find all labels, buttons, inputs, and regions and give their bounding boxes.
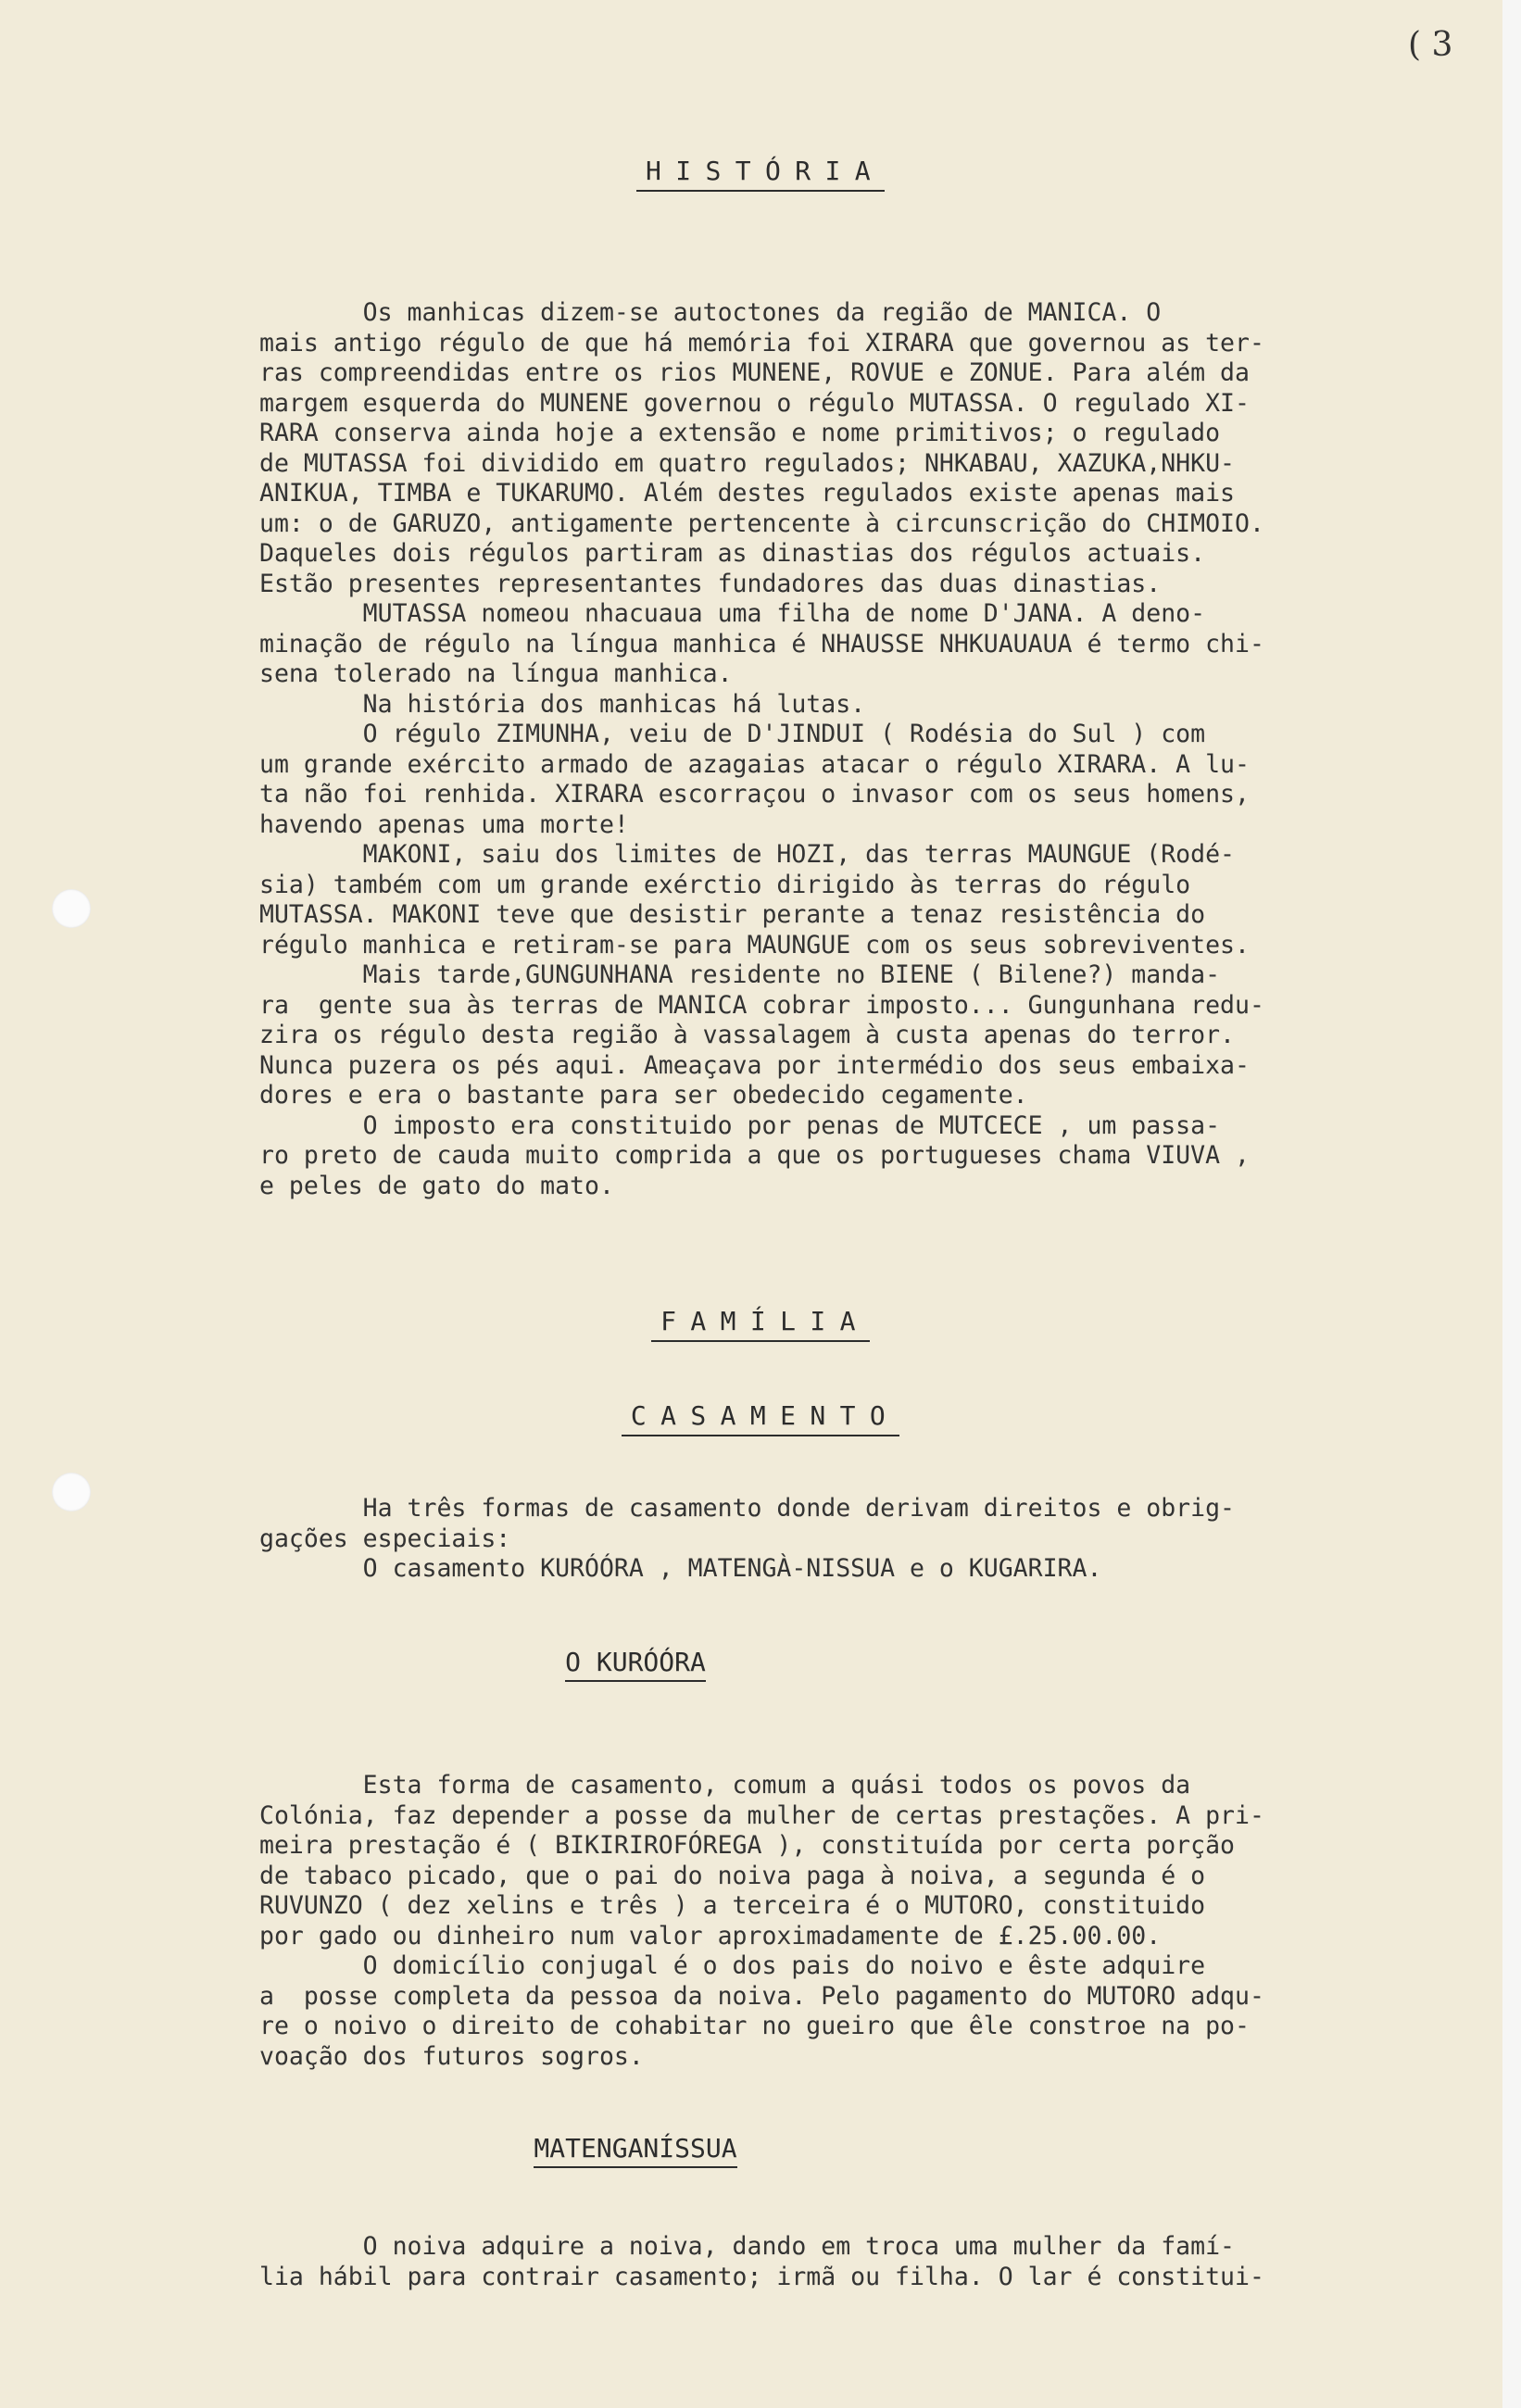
text-line: O noiva adquire a noiva, dando em troca uma mulher da famí-: [259, 2232, 1235, 2261]
text-line: RARA conserva ainda hoje a extensão e nome primitivos; o regulado: [259, 419, 1221, 447]
text-line: de tabaco picado, que o pai do noiva paga à noiva, a segunda é o: [259, 1861, 1206, 1890]
casamento-title-text: CASAMENTO: [622, 1400, 899, 1436]
text-line: dores e era o bastante para ser obedecido cegamente.: [259, 1081, 1028, 1110]
text-line: de MUTASSA foi dividido em quatro regulados; NHKABAU, XAZUKA,NHKU-: [259, 448, 1235, 478]
text-line: meira prestação é ( BIKIRIROFÓREGA ), constituída por certa porção: [259, 1831, 1235, 1860]
punch-hole-top: [52, 889, 91, 928]
text-line: sena tolerado na língua manhica.: [259, 659, 733, 688]
text-line: ta não foi renhida. XIRARA escorraçou o invasor com os seus homens,: [259, 780, 1250, 809]
text-line: ANIKUA, TIMBA e TUKARUMO. Além destes regulados existe apenas mais: [259, 479, 1235, 508]
text-line: MUTASSA nomeou nhacuaua uma filha de nome D'JANA. A deno-: [259, 599, 1206, 628]
text-line: havendo apenas uma morte!: [259, 809, 629, 839]
text-line: Colónia, faz depender a posse da mulher de certas prestações. A pri-: [259, 1800, 1264, 1830]
text-line: Esta forma de casamento, comum a quási todos os povos da: [259, 1771, 1191, 1800]
kuroora-title-text: O KURÓÓRA: [565, 1647, 706, 1682]
section-title-kuroora: [0, 1647, 1396, 1677]
text-line: a posse completa da pessoa da noiva. Pelo pagamento do MUTORO adqu-: [259, 1981, 1264, 2011]
text-line: minação de régulo na língua manhica é NHAUSSE NHKUAUAUA é termo chi-: [259, 629, 1264, 658]
text-line: sia) também com um grande exérctio dirigido às terras do régulo: [259, 870, 1191, 899]
text-line: mais antigo régulo de que há memória foi XIRARA que governou as ter-: [259, 328, 1264, 357]
section-title-matenganissua: [0, 2133, 1396, 2163]
section-title-familia: [0, 1306, 1521, 1336]
text-line: O domicílio conjugal é o dos pais do noivo e êste adquire: [259, 1951, 1206, 1980]
text-line: um: o de GARUZO, antigamente pertencente à circunscrição do CHIMOIO.: [259, 508, 1264, 538]
text-line: ra gente sua às terras de MANICA cobrar imposto... Gungunhana redu-: [259, 990, 1264, 1020]
text-line: por gado ou dinheiro num valor aproximadamente de £.25.00.00.: [259, 1921, 1162, 1950]
matenganissua-title-text: MATENGANÍSSUA: [534, 2133, 736, 2168]
familia-title-text: FAMÍLIA: [651, 1306, 870, 1342]
text-line: Os manhicas dizem-se autoctones da região de MANICA. O: [259, 298, 1162, 327]
text-line: Estão presentes representantes fundadores das duas dinastias.: [259, 569, 1162, 598]
historia-body: [259, 298, 1501, 1201]
text-line: gações especiais:: [259, 1524, 511, 1553]
text-line: ro preto de cauda muito comprida a que os portugueses chama VIUVA ,: [259, 1141, 1250, 1170]
text-line: ras compreendidas entre os rios MUNENE, ROVUE e ZONUE. Para além da: [259, 358, 1250, 387]
text-line: voação dos futuros sogros.: [259, 2041, 644, 2071]
section-title-casamento: [0, 1400, 1521, 1431]
text-line: RUVUNZO ( dez xelins e três ) a terceira é o MUTORO, constituido: [259, 1891, 1206, 1920]
text-line: Mais tarde,GUNGUNHANA residente no BIENE ( Bilene?) manda-: [259, 960, 1221, 989]
text-line: re o noivo o direito de cohabitar no gueiro que êle constroe na po-: [259, 2012, 1250, 2040]
text-line: e peles de gato do mato.: [259, 1171, 614, 1200]
text-line: O régulo ZIMUNHA, veiu de D'JINDUI ( Rodésia do Sul ) com: [259, 720, 1206, 748]
text-line: Daqueles dois régulos partiram as dinastias dos régulos actuais.: [259, 539, 1206, 568]
text-line: Na história dos manhicas há lutas.: [259, 689, 866, 719]
page-number: ( 3: [1408, 26, 1453, 64]
text-line: Nunca puzera os pés aqui. Ameaçava por intermédio dos seus embaixa-: [259, 1050, 1250, 1080]
text-line: zira os régulo desta região à vassalagem à custa apenas do terror.: [259, 1021, 1235, 1049]
scan-margin: [1502, 0, 1521, 2408]
text-line: MUTASSA. MAKONI teve que desistir perante a tenaz resistência do: [259, 900, 1206, 929]
text-line: margem esquerda do MUNENE governou o régulo MUTASSA. O regulado XI-: [259, 388, 1250, 418]
text-line: O imposto era constituido por penas de MUTCECE , um passa-: [259, 1110, 1221, 1140]
punch-hole-bottom: [52, 1473, 91, 1511]
text-line: O casamento KURÓÓRA , MATENGÀ-NISSUA e o KUGARIRA.: [259, 1554, 1102, 1583]
text-line: um grande exército armado de azagaias atacar o régulo XIRARA. A lu-: [259, 749, 1250, 779]
text-line: lia hábil para contrair casamento; irmã ou filha. O lar é constitui-: [259, 2262, 1264, 2291]
text-line: MAKONI, saiu dos limites de HOZI, das terras MAUNGUE (Rodé-: [259, 840, 1235, 869]
text-line: régulo manhica e retiram-se para MAUNGUE com os seus sobreviventes.: [259, 930, 1250, 959]
kuroora-body: [259, 1771, 1501, 2072]
historia-title-text: HISTÓRIA: [636, 156, 885, 192]
section-title-historia: [0, 156, 1521, 186]
text-line: Ha três formas de casamento donde derivam direitos e obrig-: [259, 1494, 1235, 1523]
casamento-body: [259, 1494, 1501, 1585]
matenganissua-body: [259, 2232, 1501, 2292]
